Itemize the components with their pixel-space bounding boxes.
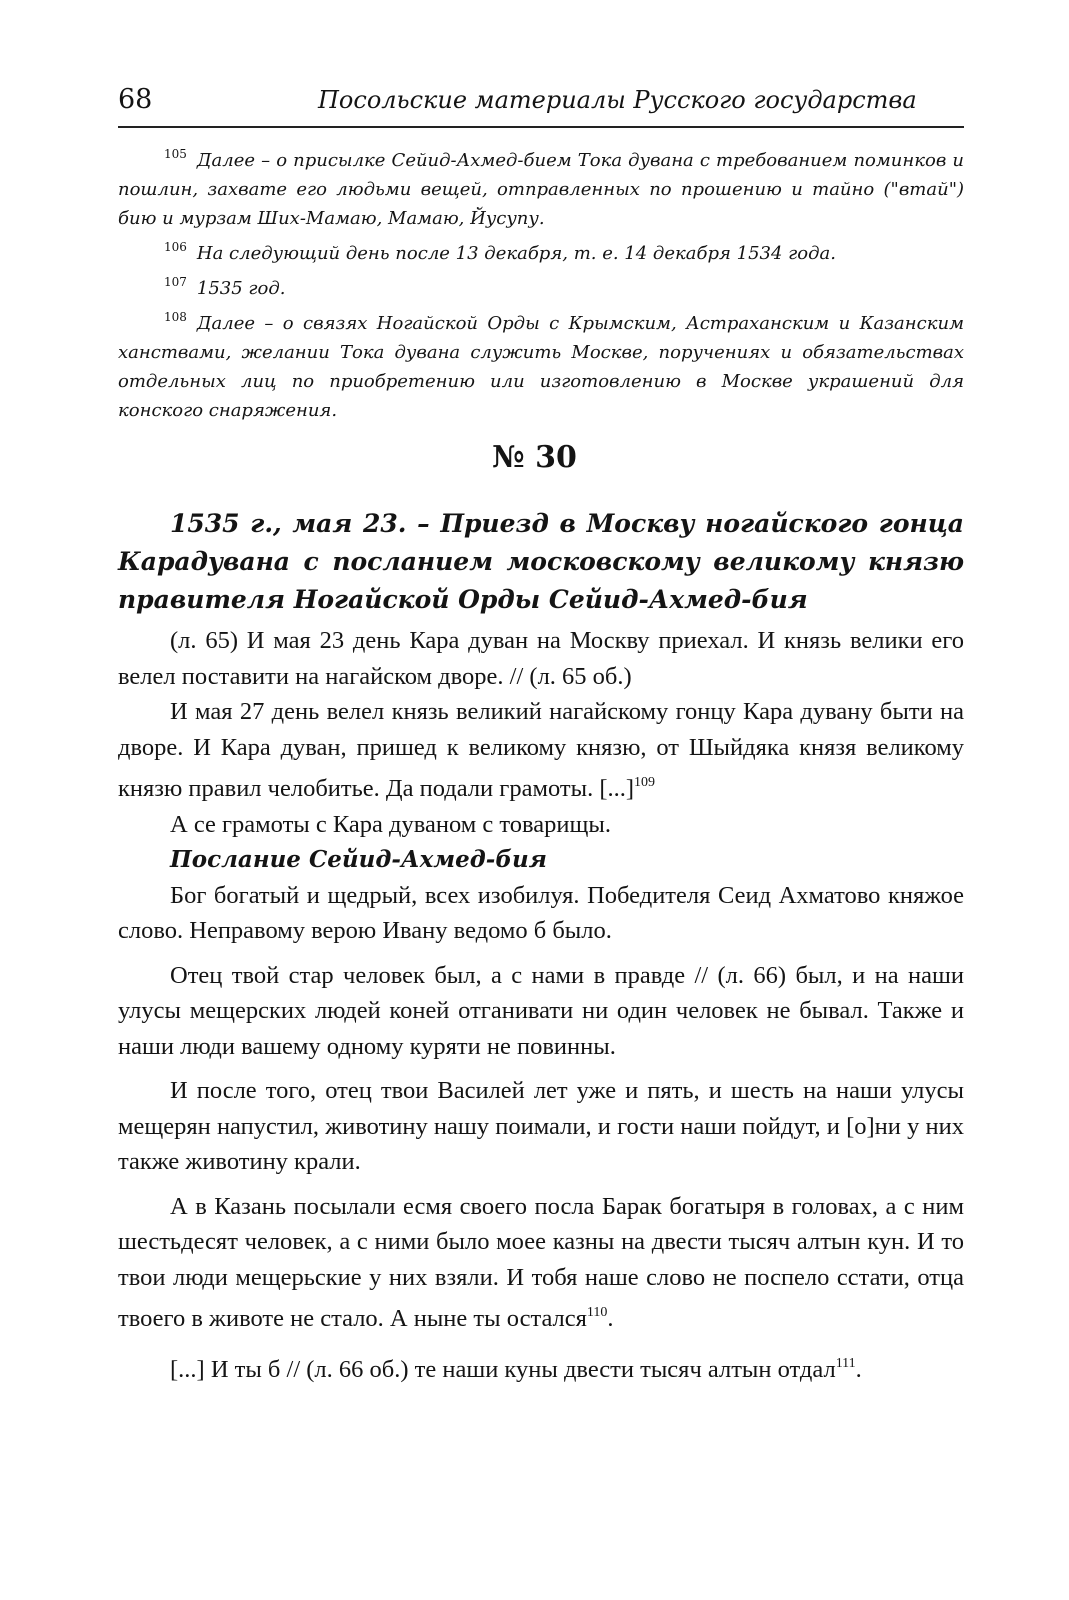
document-body bbox=[118, 623, 964, 1387]
footnotes bbox=[118, 140, 964, 425]
note-ref: 109 bbox=[634, 775, 656, 790]
paragraph-text: (л. 65) И мая 23 день Кара дуван на Москву приехал. И князь велики его велел поставити на нагайском дворе. // (л. 65 об.) bbox=[118, 627, 964, 690]
section-subheading bbox=[118, 842, 964, 878]
footnote-text: 1535 год. bbox=[196, 278, 286, 299]
running-title: Посольские материалы Русского государства bbox=[318, 86, 917, 114]
paragraph bbox=[118, 694, 964, 807]
page-header bbox=[118, 80, 964, 124]
paragraph bbox=[118, 1346, 964, 1388]
note-ref: 111 bbox=[835, 1355, 856, 1371]
paragraph-text: А в Казань посылали есмя своего посла Барак богатыря в головах, а с ним шестьдесят человек, а с ними было моее казны на двести тысяч алтын кун. И то твои люди мещерьские у них взяли. И тобя наше слово не поспело сстати, отца твоего в животе не стало. А ныне ты остался bbox=[118, 1192, 964, 1332]
paragraph-text: [...] И ты б // (л. 66 об.) те наши куны двести тысяч алтын отдал bbox=[170, 1355, 836, 1383]
note-ref: 110 bbox=[586, 1305, 608, 1320]
paragraph bbox=[118, 623, 964, 694]
footnote-text: Далее – о связях Ногайской Орды с Крымским, Астраханским и Казанским ханствами, желании Тока дувана служить Москве, поручениях и обязательствах отдельных лиц по приобретению или изготовлению в Москве украшений для конского снаряжения. bbox=[118, 313, 964, 421]
paragraph-end: . bbox=[855, 1355, 862, 1383]
footnote-text: На следующий день после 13 декабря, т. е. 14 декабря 1534 года. bbox=[196, 243, 836, 264]
document-number: № 30 bbox=[492, 440, 577, 475]
paragraph-text: И мая 27 день велел князь великий нагайскому гонцу Кара дувану быти на дворе. И Кара дуван, пришед к великому князю, от Шыйдяка князя великому князю правил челобитье. Да подали грамоты. [...] bbox=[118, 698, 964, 802]
footnote-number: 106 bbox=[164, 240, 187, 254]
paragraph-text: И после того, отец твои Василей лет уже и пять, и шесть на наши улусы мещерян напустил, животину нашу поимали, и гости наши пойдут, и [о]ни у них также животину крали. bbox=[118, 1077, 964, 1175]
footnote-text: Далее – о присылке Сейид-Ахмед-бием Тока дувана с требованием поминков и пошлин, захвате его людьми вещей, отправленных по прошению и тайно ("втай") бию и мурзам Ших-Мамаю, Мамаю, Йусупу. bbox=[118, 150, 964, 229]
header-rule bbox=[118, 126, 964, 128]
paragraph bbox=[118, 958, 964, 1065]
footnote bbox=[118, 303, 964, 425]
subheading-text: Послание Сейид-Ахмед-бия bbox=[170, 846, 547, 873]
document-heading: 1535 г., мая 23. – Приезд в Москву ногайского гонца Карадувана с посланием московскому великому князю правителя Ногайской Орды Сейид-Ахмед-бия bbox=[118, 509, 964, 614]
paragraph bbox=[118, 807, 964, 843]
paragraph bbox=[118, 1073, 964, 1180]
paragraph bbox=[118, 878, 964, 949]
paragraph-text: Отец твой стар человек был, а с нами в правде // (л. 66) был, и на наши улусы мещерских людей коней отганивати ни один человек не бывал. Также и наши люди вашему одному куряти не повинны. bbox=[118, 961, 964, 1060]
footnote-number: 108 bbox=[164, 310, 187, 324]
paragraph-text: А се грамоты с Кара дуваном с товарищы. bbox=[170, 810, 611, 838]
footnote bbox=[118, 140, 964, 233]
paragraph bbox=[118, 1189, 964, 1337]
footnote-number: 105 bbox=[164, 147, 187, 161]
paragraph-text: Бог богатый и щедрый, всех изобилуя. Победителя Сеид Ахматово княжое слово. Неправому верою Ивану ведомо б было. bbox=[118, 881, 964, 944]
footnote bbox=[118, 233, 964, 268]
footnote-number: 107 bbox=[164, 275, 187, 289]
page-number: 68 bbox=[118, 84, 153, 115]
footnote bbox=[118, 268, 964, 303]
paragraph-end: . bbox=[607, 1305, 614, 1332]
